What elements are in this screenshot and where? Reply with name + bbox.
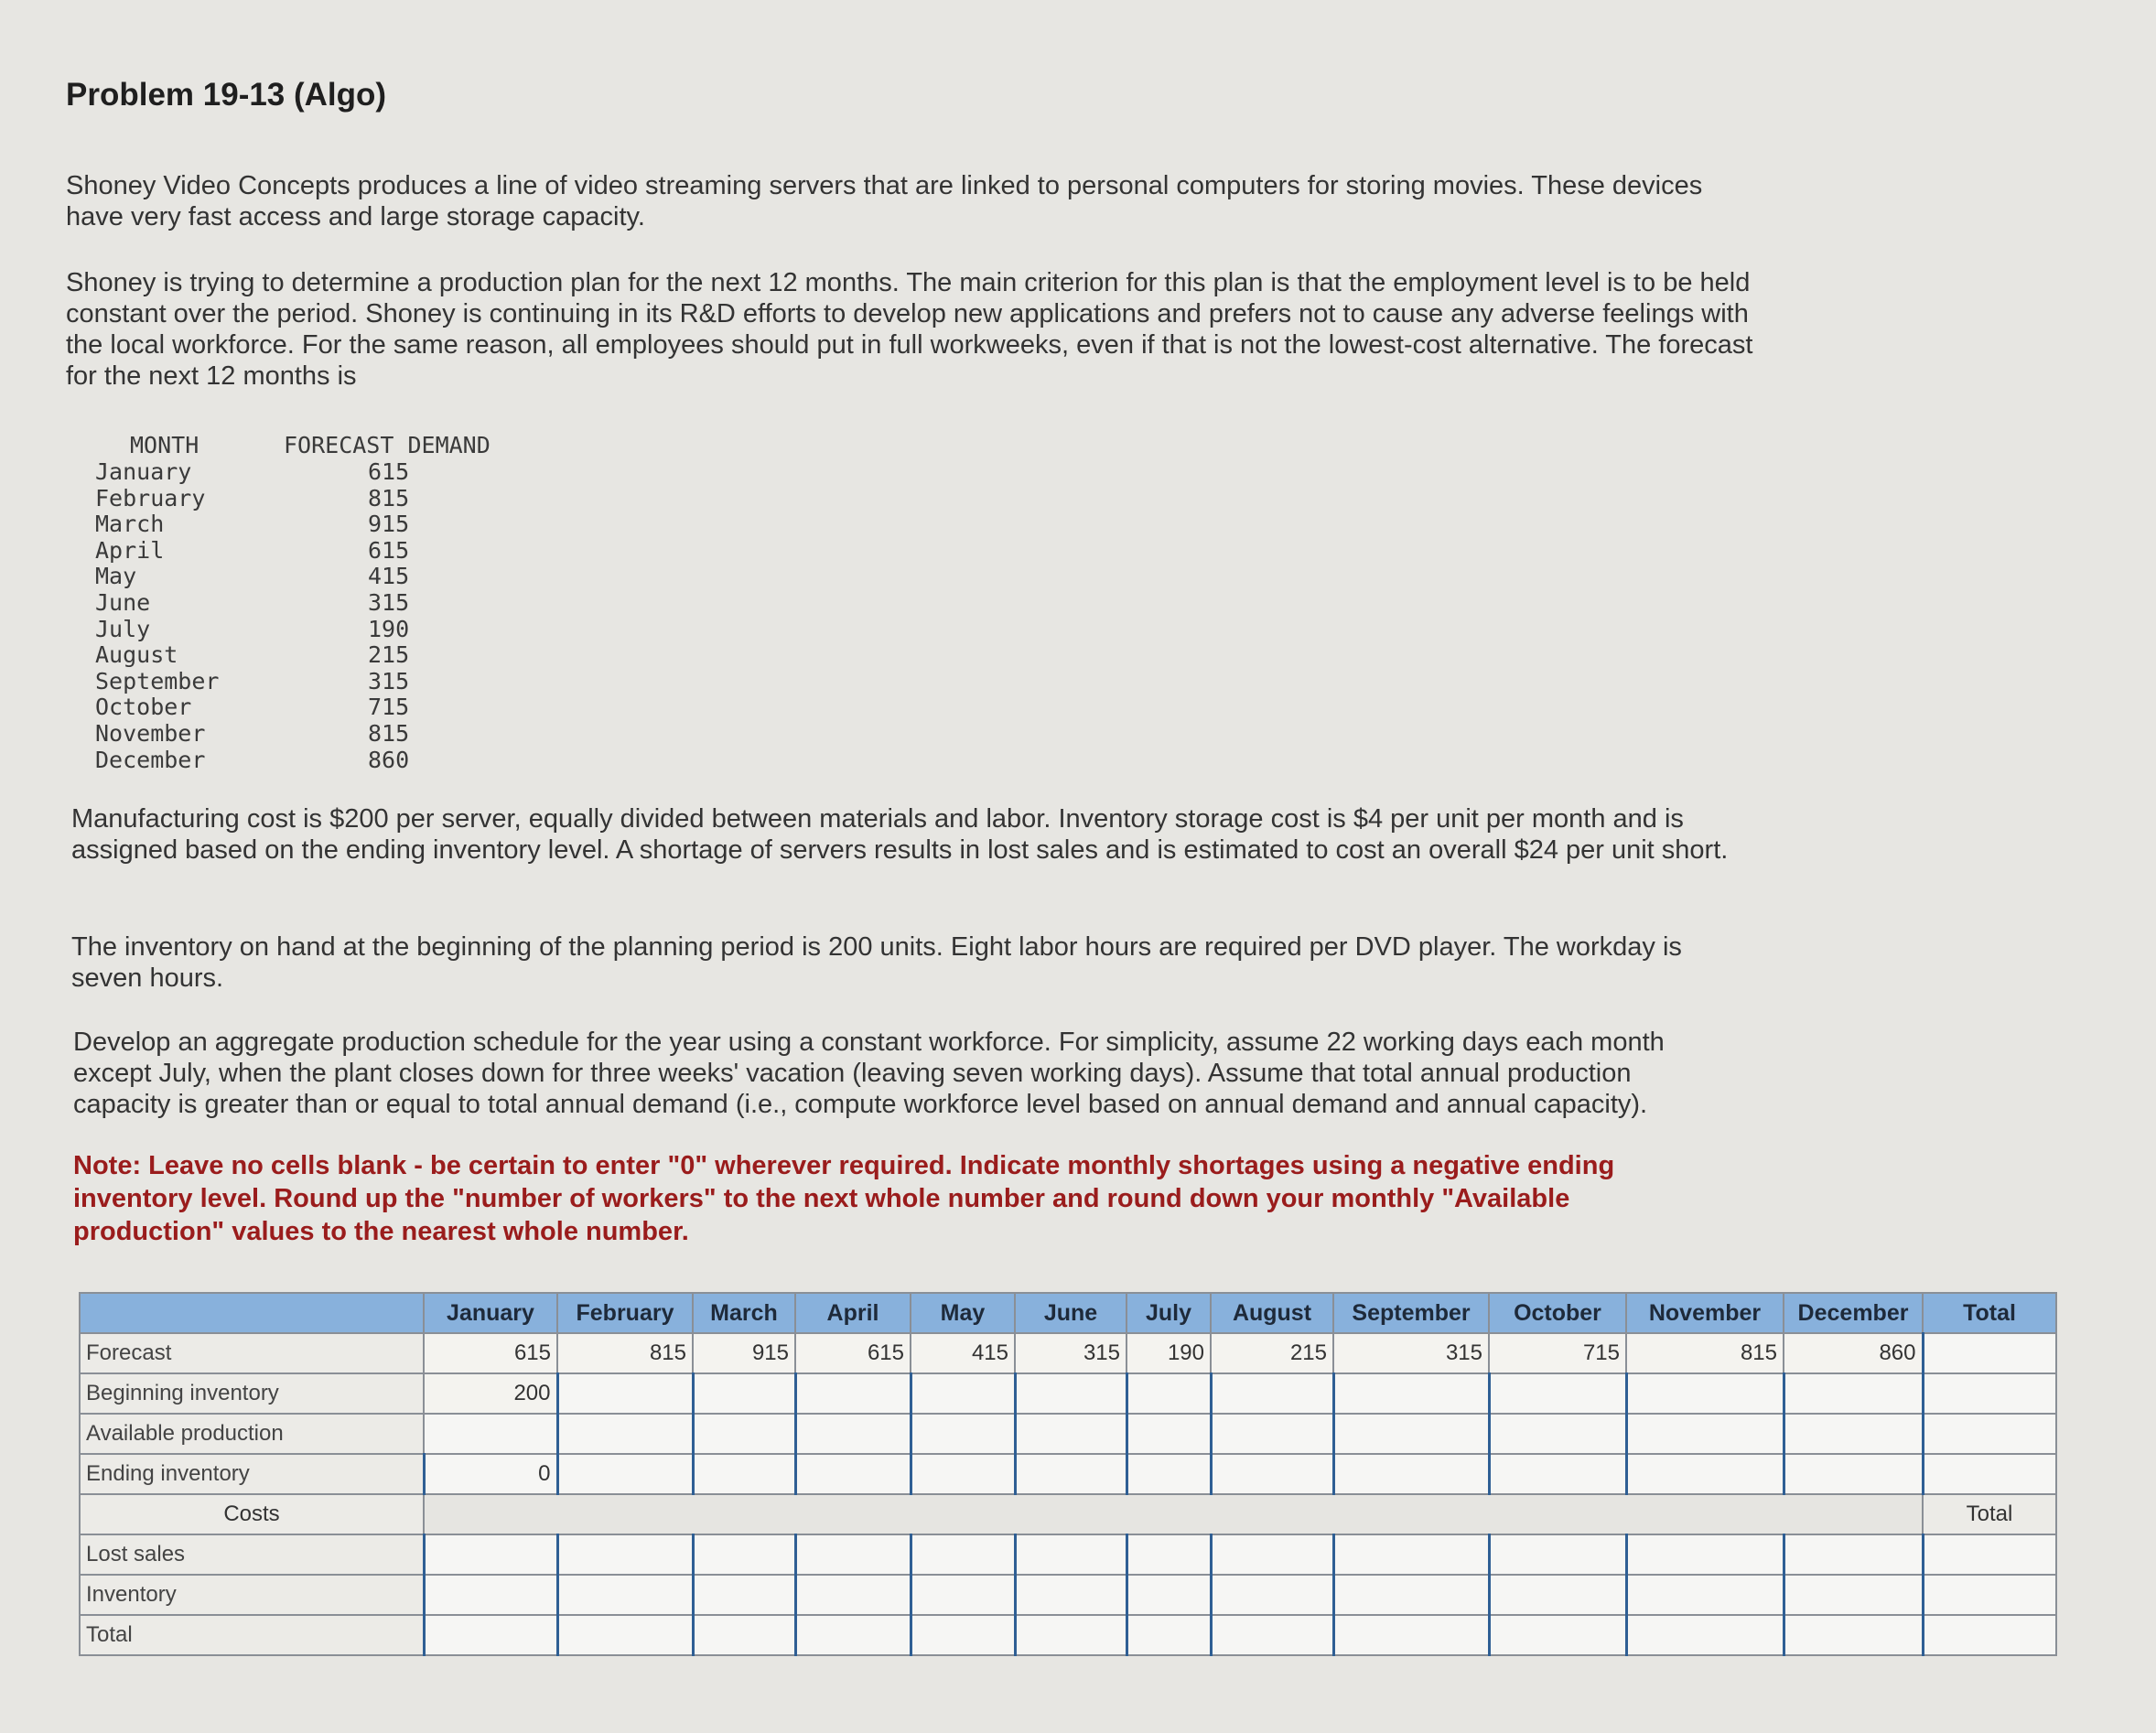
cost-paragraph: Manufacturing cost is $200 per server, equally divided between materials and labor. Inventory storage cost is $4 per unit per month and is assigned based on the ending inventory level. A shortage of servers results in lost sales and is estimated to cost an overall $24 per unit short. <box>71 804 1729 865</box>
forecast-demand: 315 <box>368 667 410 694</box>
beginning-inventory-input[interactable] <box>1333 1373 1489 1414</box>
forecast-month: September <box>95 667 220 694</box>
forecast-month: December <box>95 746 206 773</box>
ending-inventory-input[interactable] <box>1211 1454 1333 1494</box>
grand-total-input[interactable] <box>1923 1615 2056 1655</box>
available-production-total-input[interactable] <box>1923 1414 2056 1454</box>
lost-sales-input[interactable] <box>557 1534 693 1575</box>
lost-sales-input[interactable] <box>1333 1534 1489 1575</box>
forecast-demand: 815 <box>368 484 410 511</box>
costs-label: Costs <box>80 1494 424 1534</box>
forecast-cell: 215 <box>1211 1333 1333 1373</box>
header-june: June <box>1015 1293 1127 1333</box>
forecast-demand: 860 <box>368 746 410 773</box>
lost-sales-input[interactable] <box>1626 1534 1784 1575</box>
inventory-cost-input[interactable] <box>693 1575 795 1615</box>
beginning-inventory-row <box>80 1373 2056 1414</box>
forecast-cell: 615 <box>795 1333 911 1373</box>
beginning-inventory-label: Beginning inventory <box>80 1373 424 1414</box>
problem-title: Problem 19-13 (Algo) <box>66 77 387 113</box>
lost-sales-label: Lost sales <box>80 1534 424 1575</box>
intro-paragraph: Shoney Video Concepts produces a line of video streaming servers that are linked to personal computers for storing movies. These devices have very fast access and large storage capacity. <box>66 171 1703 231</box>
total-cost-input[interactable] <box>1015 1615 1127 1655</box>
forecast-month: July <box>95 615 151 642</box>
available-production-input[interactable] <box>1211 1414 1333 1454</box>
ending-inventory-row <box>80 1454 2056 1494</box>
total-cost-input[interactable] <box>1784 1615 1923 1655</box>
forecast-cell: 315 <box>1015 1333 1127 1373</box>
available-production-input[interactable] <box>1489 1414 1626 1454</box>
forecast-month: October <box>95 694 192 721</box>
beginning-inventory-input[interactable] <box>1626 1373 1784 1414</box>
inventory-cost-row <box>80 1575 2056 1615</box>
forecast-cell: 415 <box>911 1333 1015 1373</box>
header-november: November <box>1626 1293 1784 1333</box>
lost-sales-input[interactable] <box>1127 1534 1211 1575</box>
total-cost-input[interactable] <box>795 1615 911 1655</box>
header-august: August <box>1211 1293 1333 1333</box>
ending-inventory-input[interactable] <box>1489 1454 1626 1494</box>
header-december: December <box>1784 1293 1923 1333</box>
total-cost-input[interactable] <box>1333 1615 1489 1655</box>
forecast-demand: 315 <box>368 588 410 616</box>
inventory-cost-input[interactable] <box>557 1575 693 1615</box>
header-january: January <box>424 1293 557 1333</box>
lost-sales-input[interactable] <box>911 1534 1015 1575</box>
table-header-row <box>80 1293 2056 1333</box>
available-production-input[interactable] <box>1626 1414 1784 1454</box>
header-september: September <box>1333 1293 1489 1333</box>
ending-inventory-input[interactable] <box>795 1454 911 1494</box>
lost-sales-total-input[interactable] <box>1923 1534 2056 1575</box>
header-october: October <box>1489 1293 1626 1333</box>
forecast-month: June <box>95 588 151 616</box>
beginning-inventory-input[interactable] <box>1211 1373 1333 1414</box>
available-production-row <box>80 1414 2056 1454</box>
forecast-cell: 190 <box>1127 1333 1211 1373</box>
ending-inventory-input[interactable] <box>1784 1454 1923 1494</box>
header-may: May <box>911 1293 1015 1333</box>
available-production-input[interactable] <box>557 1414 693 1454</box>
ending-inventory-input[interactable] <box>693 1454 795 1494</box>
beginning-inventory-input[interactable] <box>1015 1373 1127 1414</box>
total-cost-input[interactable] <box>1489 1615 1626 1655</box>
lost-sales-input[interactable] <box>1211 1534 1333 1575</box>
inventory-cost-input[interactable] <box>1626 1575 1784 1615</box>
header-march: March <box>693 1293 795 1333</box>
forecast-month: January <box>95 458 192 485</box>
ending-inventory-input[interactable] <box>911 1454 1015 1494</box>
costs-total-label: Total <box>1923 1494 2056 1534</box>
ending-inventory-input[interactable] <box>1626 1454 1784 1494</box>
header-july: July <box>1127 1293 1211 1333</box>
total-cost-input[interactable] <box>557 1615 693 1655</box>
forecast-demand: 615 <box>368 458 410 485</box>
inventory-cost-input[interactable] <box>1015 1575 1127 1615</box>
forecast-demand: 215 <box>368 641 410 669</box>
ending-inventory-total-input[interactable] <box>1923 1454 2056 1494</box>
forecast-demand: 815 <box>368 719 410 747</box>
header-blank <box>80 1293 424 1333</box>
total-cost-label: Total <box>80 1615 424 1655</box>
lost-sales-input[interactable] <box>1015 1534 1127 1575</box>
available-production-input[interactable] <box>424 1414 557 1454</box>
total-cost-input[interactable] <box>424 1615 557 1655</box>
forecast-demand: 915 <box>368 511 410 538</box>
beginning-inventory-input[interactable] <box>1784 1373 1923 1414</box>
available-production-input[interactable] <box>693 1414 795 1454</box>
forecast-total-input[interactable] <box>1923 1333 2056 1373</box>
header-april: April <box>795 1293 911 1333</box>
inventory-cost-input[interactable] <box>1784 1575 1923 1615</box>
forecast-cell: 715 <box>1489 1333 1626 1373</box>
inventory-cost-input[interactable] <box>1333 1575 1489 1615</box>
ending-inventory-january-input[interactable]: 0 <box>424 1454 557 1494</box>
total-cost-row <box>80 1615 2056 1655</box>
total-cost-input[interactable] <box>1127 1615 1211 1655</box>
forecast-demand: 615 <box>368 536 410 564</box>
lost-sales-input[interactable] <box>1489 1534 1626 1575</box>
inventory-cost-input[interactable] <box>1127 1575 1211 1615</box>
costs-spacer <box>424 1494 1923 1534</box>
inventory-cost-input[interactable] <box>424 1575 557 1615</box>
header-february: February <box>557 1293 693 1333</box>
lost-sales-row <box>80 1534 2056 1575</box>
ending-inventory-input[interactable] <box>557 1454 693 1494</box>
total-cost-input[interactable] <box>1626 1615 1784 1655</box>
forecast-cell: 815 <box>557 1333 693 1373</box>
available-production-input[interactable] <box>1127 1414 1211 1454</box>
forecast-cell: 815 <box>1626 1333 1784 1373</box>
forecast-header-month: MONTH <box>130 432 199 458</box>
available-production-input[interactable] <box>911 1414 1015 1454</box>
forecast-demand: 190 <box>368 615 410 642</box>
available-production-input[interactable] <box>1784 1414 1923 1454</box>
total-cost-input[interactable] <box>1211 1615 1333 1655</box>
forecast-cell: 615 <box>424 1333 557 1373</box>
note-text: Note: Leave no cells blank - be certain to enter "0" wherever required. Indicate monthly shortages using a negative ending inventory level. Round up the "number of workers" to the next whole number and round down your monthly "Available production" values to the nearest whole number. <box>73 1151 1615 1246</box>
beginning-inventory-input[interactable] <box>557 1373 693 1414</box>
lost-sales-input[interactable] <box>795 1534 911 1575</box>
lost-sales-input[interactable] <box>693 1534 795 1575</box>
ending-inventory-label: Ending inventory <box>80 1454 424 1494</box>
beginning-inventory-total-input[interactable] <box>1923 1373 2056 1414</box>
available-production-input[interactable] <box>1015 1414 1127 1454</box>
beginning-inventory-input[interactable] <box>1489 1373 1626 1414</box>
forecast-month: March <box>95 511 165 538</box>
forecast-row-label: Forecast <box>80 1333 424 1373</box>
inventory-cost-input[interactable] <box>911 1575 1015 1615</box>
lost-sales-input[interactable] <box>1784 1534 1923 1575</box>
forecast-cell: 860 <box>1784 1333 1923 1373</box>
forecast-demand: 715 <box>368 694 410 721</box>
ending-inventory-input[interactable] <box>1127 1454 1211 1494</box>
inventory-cost-input[interactable] <box>1211 1575 1333 1615</box>
lost-sales-input[interactable] <box>424 1534 557 1575</box>
instructions-paragraph: Develop an aggregate production schedule for the year using a constant workforce. For simplicity, assume 22 working days each month except July, when the plant closes down for three weeks' vacation (leaving seven working days). Assume that total annual production capacity is greater than or equal to total annual demand (i.e., compute workforce level based on annual demand and annual capacity). <box>73 1028 1665 1119</box>
forecast-month-list <box>95 459 219 773</box>
available-production-input[interactable] <box>795 1414 911 1454</box>
forecast-cell: 915 <box>693 1333 795 1373</box>
inventory-cost-total-input[interactable] <box>1923 1575 2056 1615</box>
forecast-cell: 315 <box>1333 1333 1489 1373</box>
forecast-demand-list <box>368 459 409 773</box>
total-cost-input[interactable] <box>911 1615 1015 1655</box>
beginning-inventory-input[interactable] <box>1127 1373 1211 1414</box>
forecast-month: April <box>95 536 165 564</box>
inventory-cost-label: Inventory <box>80 1575 424 1615</box>
forecast-month: February <box>95 484 206 511</box>
beginning-inventory-input[interactable] <box>795 1373 911 1414</box>
beginning-inventory-input[interactable] <box>693 1373 795 1414</box>
forecast-month: August <box>95 641 178 669</box>
available-production-input[interactable] <box>1333 1414 1489 1454</box>
ending-inventory-input[interactable] <box>1333 1454 1489 1494</box>
ending-inventory-input[interactable] <box>1015 1454 1127 1494</box>
beginning-inventory-input[interactable] <box>911 1373 1015 1414</box>
total-cost-input[interactable] <box>693 1615 795 1655</box>
inventory-cost-input[interactable] <box>1489 1575 1626 1615</box>
available-production-label: Available production <box>80 1414 424 1454</box>
forecast-month: May <box>95 563 137 590</box>
forecast-header-demand: FORECAST DEMAND <box>284 432 490 458</box>
inventory-cost-input[interactable] <box>795 1575 911 1615</box>
forecast-row <box>80 1333 2056 1373</box>
production-schedule-table <box>79 1292 2057 1656</box>
beginning-inventory-january: 200 <box>424 1373 557 1414</box>
header-total: Total <box>1923 1293 2056 1333</box>
plan-paragraph: Shoney is trying to determine a production plan for the next 12 months. The main criterion for this plan is that the employment level is to be held constant over the period. Shoney is continuing in its R&D efforts to develop new applications and prefers not to cause any adverse feelings with the local workforce. For the same reason, all employees should put in full workweeks, even if that is not the lowest-cost alternative. The forecast for the next 12 months is <box>66 268 1753 391</box>
inventory-paragraph: The inventory on hand at the beginning of the planning period is 200 units. Eight labor hours are required per DVD player. The workday is seven hours. <box>71 932 1682 993</box>
forecast-month: November <box>95 719 206 747</box>
costs-header-row <box>80 1494 2056 1534</box>
forecast-demand: 415 <box>368 563 410 590</box>
